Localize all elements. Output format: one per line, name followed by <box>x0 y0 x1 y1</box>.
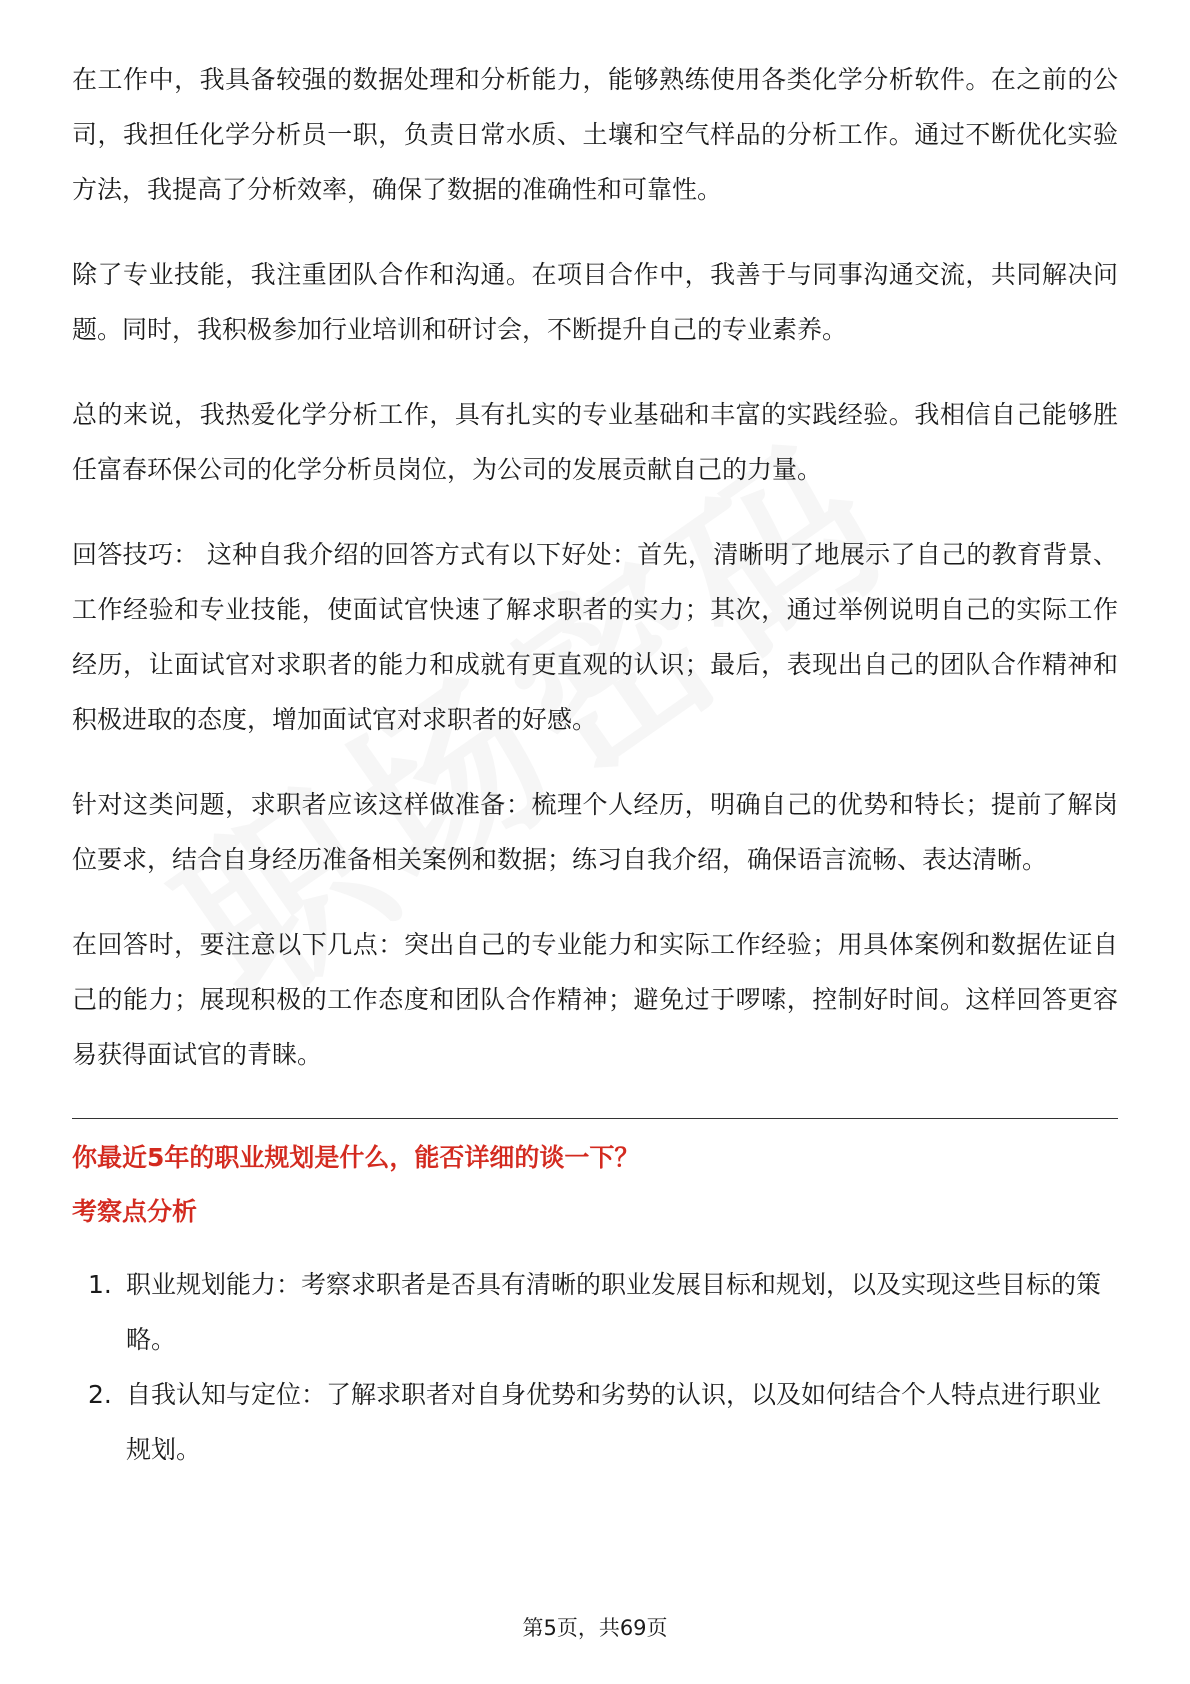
analysis-list <box>72 1257 1118 1477</box>
page-footer: 第5页，共69页 <box>522 1616 668 1640</box>
list-item-text: 自我认知与定位：了解求职者对自身优势和劣势的认识，以及如何结合个人特点进行职业规划。 <box>126 1380 1102 1464</box>
analysis-subtitle: 考察点分析 <box>72 1197 198 1226</box>
list-item <box>72 1257 1118 1367</box>
paragraph: 在回答时，要注意以下几点：突出自己的专业能力和实际工作经验；用具体案例和数据佐证自己的能力；展现积极的工作态度和团队合作精神；避免过于啰嗦，控制好时间。这样回答更容易获得面试官的青睐。 <box>72 930 1118 1069</box>
paragraph: 针对这类问题，求职者应该这样做准备：梳理个人经历，明确自己的优势和特长；提前了解岗位要求，结合自身经历准备相关案例和数据；练习自我介绍，确保语言流畅、表达清晰。 <box>72 790 1118 874</box>
question-title: 你最近5年的职业规划是什么，能否详细的谈一下？ <box>72 1143 640 1172</box>
paragraph: 总的来说，我热爱化学分析工作，具有扎实的专业基础和丰富的实践经验。我相信自己能够胜任富春环保公司的化学分析员岗位，为公司的发展贡献自己的力量。 <box>72 400 1118 484</box>
list-item <box>72 1367 1118 1477</box>
list-number: 1. <box>88 1270 112 1299</box>
section-divider <box>72 1118 1118 1119</box>
paragraph: 回答技巧： 这种自我介绍的回答方式有以下好处：首先，清晰明了地展示了自己的教育背景、工作经验和专业技能，使面试官快速了解求职者的实力；其次，通过举例说明自己的实际工作经历，让面试官对求职者的能力和成就有更直观的认识；最后，表现出自己的团队合作精神和积极进取的态度，增加面试官对求职者的好感。 <box>72 540 1118 734</box>
paragraph: 在工作中，我具备较强的数据处理和分析能力，能够熟练使用各类化学分析软件。在之前的公司，我担任化学分析员一职，负责日常水质、土壤和空气样品的分析工作。通过不断优化实验方法，我提高了分析效率，确保了数据的准确性和可靠性。 <box>72 65 1118 204</box>
document-page <box>72 52 1118 1477</box>
list-item-text: 职业规划能力：考察求职者是否具有清晰的职业发展目标和规划，以及实现这些目标的策略。 <box>126 1270 1102 1354</box>
paragraph: 除了专业技能，我注重团队合作和沟通。在项目合作中，我善于与同事沟通交流，共同解决问题。同时，我积极参加行业培训和研讨会，不断提升自己的专业素养。 <box>72 260 1118 344</box>
list-number: 2. <box>88 1380 112 1409</box>
